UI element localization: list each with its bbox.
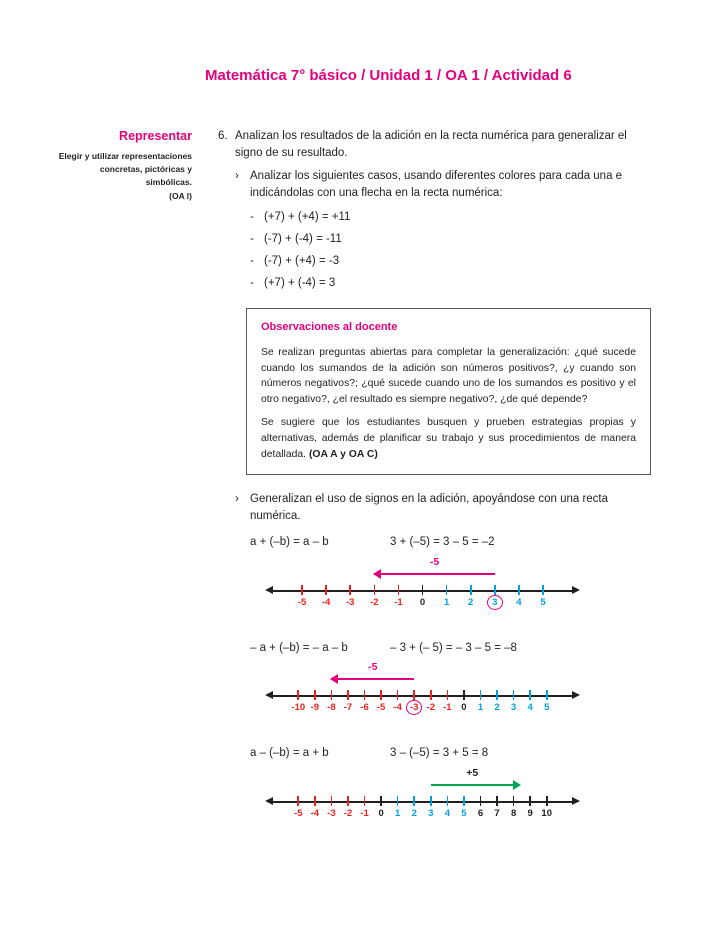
number-line-value bbox=[338, 585, 362, 610]
number-line-value bbox=[290, 585, 314, 610]
tick-mark bbox=[546, 690, 548, 700]
axis-arrow-right-icon bbox=[572, 691, 580, 699]
case-item bbox=[250, 206, 642, 228]
tick-mark bbox=[447, 796, 449, 806]
page-title: Matemática 7° básico / Unidad 1 / OA 1 / Actividad 6 bbox=[205, 67, 572, 84]
jump-arrow-line bbox=[431, 784, 514, 786]
number-label: -4 bbox=[393, 702, 402, 714]
number-line-value bbox=[340, 796, 357, 819]
number-label: 9 bbox=[527, 808, 533, 820]
number-label: 2 bbox=[468, 596, 474, 608]
generalization-row bbox=[218, 745, 642, 762]
tick-mark bbox=[380, 796, 382, 806]
number-line-1 bbox=[218, 553, 642, 616]
tick-mark bbox=[513, 690, 515, 700]
number-line-value bbox=[323, 796, 340, 819]
number-line-value bbox=[483, 585, 507, 610]
number-label: -1 bbox=[394, 596, 403, 608]
tick-mark bbox=[301, 585, 303, 595]
axis-arrow-left-icon bbox=[265, 586, 273, 594]
number-line-value bbox=[472, 690, 489, 715]
tick-mark bbox=[325, 585, 327, 595]
number-label: 1 bbox=[395, 808, 401, 820]
tick-mark bbox=[529, 796, 531, 806]
tick-mark bbox=[470, 585, 472, 595]
number-label: 2 bbox=[494, 702, 500, 714]
number-label: 5 bbox=[544, 702, 550, 714]
number-line-jump-arrow bbox=[265, 658, 580, 685]
case-dash: - bbox=[250, 210, 254, 223]
number-line-value bbox=[531, 585, 555, 610]
tick-mark bbox=[397, 690, 399, 700]
number-line-value bbox=[538, 690, 555, 715]
number-label: -9 bbox=[310, 702, 320, 714]
tick-mark bbox=[364, 690, 366, 700]
number-line-value bbox=[410, 585, 434, 610]
number-label: -4 bbox=[321, 596, 331, 608]
generalization-formula: – a + (–b) = – a – b bbox=[250, 641, 348, 654]
number-line-value bbox=[459, 585, 483, 610]
number-line-value bbox=[423, 796, 440, 819]
number-line-value bbox=[406, 796, 423, 819]
number-label: 7 bbox=[494, 808, 500, 820]
sidebar-skill-description: Elegir y utilizar representaciones concretas, pictóricas y simbólicas. bbox=[58, 151, 192, 188]
number-label: 2 bbox=[411, 808, 417, 820]
number-line-value bbox=[489, 796, 506, 819]
number-line-3 bbox=[218, 764, 642, 827]
observations-paragraph-2-text: Se sugiere que los estudiantes busquen y prueben estrategias propias y alternativas, además de planificar su trabajo y sus procedimientos de manera detallada. bbox=[261, 417, 636, 460]
axis-arrow-left-icon bbox=[265, 797, 273, 805]
case-text: (+7) + (+4) = +11 bbox=[264, 210, 351, 223]
sidebar bbox=[58, 129, 192, 201]
number-label: -1 bbox=[360, 808, 369, 820]
number-line-value bbox=[406, 690, 423, 715]
number-line-value bbox=[389, 796, 406, 819]
tick-mark bbox=[430, 690, 432, 700]
tick-mark bbox=[446, 585, 448, 595]
tick-mark bbox=[331, 796, 333, 806]
tick-mark bbox=[546, 796, 548, 806]
number-label: -10 bbox=[291, 702, 306, 714]
number-label: 5 bbox=[540, 596, 546, 608]
number-label: 4 bbox=[527, 702, 533, 714]
number-line-value bbox=[489, 690, 506, 715]
tick-mark bbox=[542, 585, 544, 595]
number-line-value bbox=[290, 690, 307, 715]
tick-mark bbox=[349, 585, 351, 595]
main-content bbox=[218, 128, 642, 827]
number-line-value bbox=[373, 796, 390, 819]
jump-arrow-label: -5 bbox=[368, 661, 378, 674]
sidebar-skill-title: Representar bbox=[119, 129, 192, 143]
tick-mark bbox=[413, 690, 415, 700]
generalization-row bbox=[218, 534, 642, 551]
tick-mark bbox=[422, 585, 424, 595]
tick-mark bbox=[397, 796, 399, 806]
number-line-value bbox=[439, 796, 456, 819]
number-line-value bbox=[456, 690, 473, 715]
observations-title: Observaciones al docente bbox=[261, 321, 398, 334]
number-line-value bbox=[386, 585, 410, 610]
tick-mark bbox=[496, 690, 498, 700]
activity-intro: Analizan los resultados de la adición en la recta numérica para generalizar el signo de su resultado. bbox=[235, 130, 627, 159]
number-line-value bbox=[373, 690, 390, 715]
tick-mark bbox=[297, 690, 299, 700]
number-label: -2 bbox=[343, 808, 353, 820]
number-label: -5 bbox=[294, 808, 303, 820]
tick-mark bbox=[331, 690, 333, 700]
tick-mark bbox=[364, 796, 366, 806]
number-label: -3 bbox=[327, 808, 336, 820]
tick-mark bbox=[480, 796, 482, 806]
number-line-axis bbox=[265, 793, 580, 827]
number-line-value bbox=[340, 690, 357, 715]
jump-arrow-label: +5 bbox=[466, 766, 479, 779]
tick-mark bbox=[314, 796, 316, 806]
generalization-example: 3 – (–5) = 3 + 5 = 8 bbox=[390, 747, 489, 760]
case-text: (-7) + (+4) = -3 bbox=[264, 254, 340, 267]
number-line-value bbox=[362, 585, 386, 610]
jump-arrow-label: -5 bbox=[429, 555, 440, 568]
number-label: 4 bbox=[516, 596, 522, 608]
tick-mark bbox=[314, 690, 316, 700]
number-label: -1 bbox=[443, 702, 452, 714]
jump-arrow-head-icon bbox=[513, 780, 521, 790]
number-label: -3 bbox=[346, 596, 355, 608]
tick-mark bbox=[413, 796, 415, 806]
number-line-jump-arrow bbox=[265, 764, 580, 791]
number-label: -2 bbox=[426, 702, 435, 714]
bullet-marker: › bbox=[235, 170, 239, 183]
number-label: 6 bbox=[477, 808, 484, 820]
number-label: 1 bbox=[443, 596, 450, 608]
number-line-value bbox=[290, 796, 307, 819]
number-line-value bbox=[456, 796, 473, 819]
tick-mark bbox=[380, 690, 382, 700]
number-line-value bbox=[505, 796, 522, 819]
number-label: -4 bbox=[310, 808, 320, 820]
case-text: (-7) + (-4) = -11 bbox=[264, 232, 342, 245]
case-list bbox=[218, 206, 642, 294]
case-text: (+7) + (-4) = 3 bbox=[264, 276, 336, 289]
number-label: -7 bbox=[343, 702, 353, 714]
observations-box bbox=[246, 308, 651, 475]
number-label: 8 bbox=[510, 808, 517, 820]
tick-mark bbox=[513, 796, 515, 806]
number-label: 1 bbox=[477, 702, 484, 714]
number-line-2 bbox=[218, 658, 642, 721]
generalization-example: – 3 + (– 5) = – 3 – 5 = –8 bbox=[390, 641, 517, 654]
tick-mark bbox=[430, 796, 432, 806]
tick-mark bbox=[297, 796, 299, 806]
tick-mark bbox=[463, 796, 465, 806]
bullet-generalizan-text: Generalizan el uso de signos en la adición, apoyándose con una recta numérica. bbox=[250, 493, 609, 522]
number-line-value bbox=[472, 796, 489, 819]
number-line-value bbox=[323, 690, 340, 715]
activity-number: 6. bbox=[218, 130, 228, 142]
tick-mark bbox=[480, 690, 482, 700]
number-label: -5 bbox=[297, 596, 307, 608]
number-label: -2 bbox=[370, 596, 379, 608]
bullet-marker: › bbox=[235, 493, 239, 506]
jump-arrow-head-icon bbox=[330, 674, 338, 684]
number-line-value bbox=[538, 796, 555, 819]
axis-values bbox=[290, 585, 555, 610]
number-line-jump-arrow bbox=[265, 553, 580, 580]
number-line-value bbox=[439, 690, 456, 715]
tick-mark bbox=[529, 690, 531, 700]
tick-mark bbox=[398, 585, 400, 595]
number-label: 3 bbox=[428, 808, 434, 820]
activity-item bbox=[218, 128, 642, 161]
bullet-analizar-text: Analizar los siguientes casos, usando diferentes colores para cada una e indicándolas con una flecha en la recta numérica: bbox=[250, 170, 623, 199]
case-dash: - bbox=[250, 276, 254, 289]
axis-arrow-right-icon bbox=[572, 586, 580, 594]
number-label: -8 bbox=[327, 702, 336, 714]
axis-arrow-right-icon bbox=[572, 797, 580, 805]
number-line-value bbox=[307, 796, 324, 819]
number-label: 0 bbox=[461, 702, 467, 714]
number-line-value bbox=[356, 690, 373, 715]
circled-number-label: 3 bbox=[487, 595, 503, 610]
number-label: -6 bbox=[360, 702, 369, 714]
observations-paragraph-2 bbox=[261, 415, 636, 462]
number-line-value bbox=[423, 690, 440, 715]
case-item bbox=[250, 250, 642, 272]
number-label: -5 bbox=[376, 702, 386, 714]
sidebar-oa-label: (OA l) bbox=[169, 190, 192, 201]
observations-oa-reference: (OA A y OA C) bbox=[308, 448, 378, 460]
number-line-value bbox=[522, 796, 539, 819]
axis-arrow-left-icon bbox=[265, 691, 273, 699]
jump-arrow-line bbox=[331, 678, 414, 680]
axis-values bbox=[290, 796, 555, 819]
circled-number-label: -3 bbox=[406, 700, 422, 715]
number-label: 5 bbox=[461, 808, 467, 820]
number-line-axis bbox=[265, 687, 580, 721]
tick-mark bbox=[447, 690, 449, 700]
number-line-value bbox=[356, 796, 373, 819]
tick-mark bbox=[496, 796, 498, 806]
number-line-value bbox=[314, 585, 338, 610]
jump-arrow-head-icon bbox=[373, 569, 381, 579]
tick-mark bbox=[463, 690, 465, 700]
number-line-axis bbox=[265, 582, 580, 616]
number-line-value bbox=[507, 585, 531, 610]
number-label: 0 bbox=[419, 596, 426, 608]
bullet-analizar bbox=[218, 168, 642, 201]
number-line-value bbox=[307, 690, 324, 715]
tick-mark bbox=[374, 585, 376, 595]
number-line-value bbox=[505, 690, 522, 715]
bullet-generalizan bbox=[218, 491, 642, 524]
case-item bbox=[250, 272, 642, 294]
tick-mark bbox=[347, 796, 349, 806]
generalization-row bbox=[218, 640, 642, 657]
number-label: 3 bbox=[510, 702, 517, 714]
number-line-value bbox=[435, 585, 459, 610]
tick-mark bbox=[518, 585, 520, 595]
case-dash: - bbox=[250, 232, 254, 245]
generalization-formula: a + (–b) = a – b bbox=[250, 536, 329, 549]
generalization-example: 3 + (–5) = 3 – 5 = –2 bbox=[390, 536, 495, 549]
generalization-formula: a – (–b) = a + b bbox=[250, 747, 329, 760]
case-item bbox=[250, 228, 642, 250]
observations-paragraph-1: Se realizan preguntas abiertas para completar la generalización: ¿qué sucede cuando los sumandos de la adición son números positivos?, ¿y cuando son números negativos?; ¿qué sucede cuando uno de los sumandos es positivo y el otro negativo?, ¿el resultado es siempre negativo?, ¿de qué depende? bbox=[261, 347, 636, 405]
number-label: 4 bbox=[444, 808, 450, 820]
case-dash: - bbox=[250, 254, 254, 267]
number-line-value bbox=[389, 690, 406, 715]
tick-mark bbox=[494, 585, 496, 595]
number-line-value bbox=[522, 690, 539, 715]
number-label: 10 bbox=[541, 808, 552, 820]
axis-values bbox=[290, 690, 555, 715]
jump-arrow-line bbox=[374, 573, 494, 575]
number-label: 0 bbox=[378, 808, 384, 820]
tick-mark bbox=[347, 690, 349, 700]
